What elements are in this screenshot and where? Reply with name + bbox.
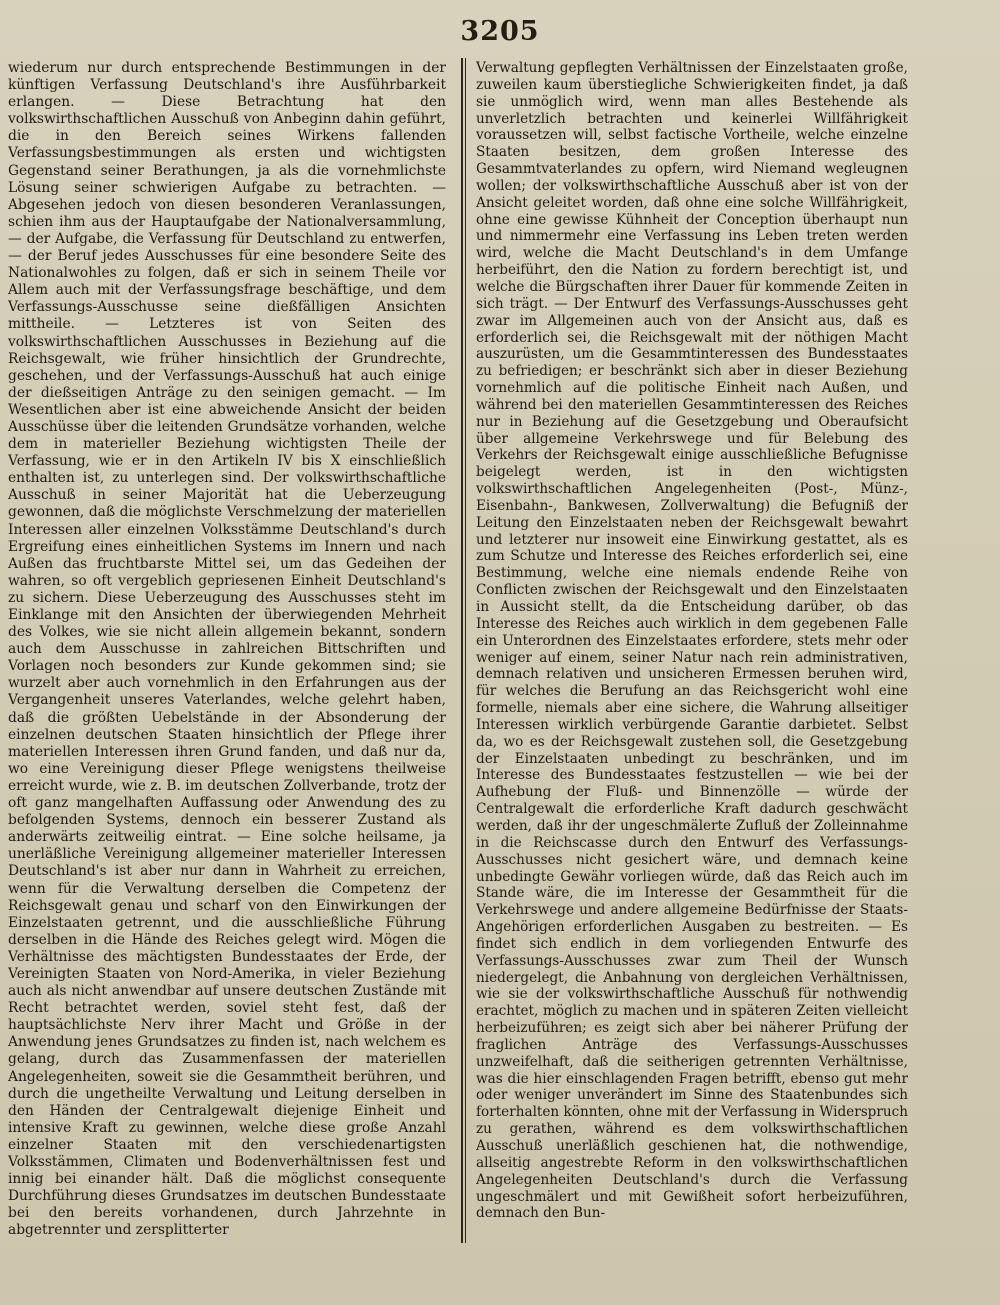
page-number: 3205: [460, 16, 540, 47]
column-divider: [461, 58, 463, 1243]
column-divider-secondary: [465, 58, 466, 1243]
text-column-left: [8, 60, 446, 1250]
column-left-text: wiederum nur durch entsprechende Bestimmungen in der künftigen Verfassung Deutschland's ihre Ausführbarkeit erlangen. — Diese Betrachtung hat den volkswirthschaftlichen Ausschuß von Anbeginn dahin geführt, die in den Bereich seines Wirkens fallenden Verfassungsbestimmungen als ersten und wichtigsten Gegenstand seiner Berathungen, ja als die vornehmlichste Lösung seiner schwierigen Aufgabe zu betrachten. — Abgesehen jedoch von diesen besonderen Veranlassungen, schien ihm aus der Hauptaufgabe der Nationalversammlung, — der Aufgabe, die Verfassung für Deutschland zu entwerfen, — der Beruf jedes Ausschusses für eine besondere Seite des Nationalwohles zu folgen, daß er sich in seinem Theile vor Allem auch mit der Verfassungsfrage beschäftige, und dem Verfassungs-Ausschusse seine dießfälligen Ansichten mittheile. — Letzteres ist von Seiten des volkswirthschaftlichen Ausschusses in Beziehung auf die Reichsgewalt, wie früher hinsichtlich der Grundrechte, geschehen, und der Verfassungs-Ausschuß hat auch einige der dießseitigen Anträge zu den seinigen gemacht. — Im Wesentlichen aber ist eine abweichende Ansicht der beiden Ausschüsse über die leitenden Grundsätze vorhanden, welche dem in materieller Beziehung wichtigsten Theile der Verfassung, wie er in den Artikeln IV bis X einschließlich enthalten ist, zu unterlegen sind. Der volkswirthschaftliche Ausschuß in seiner Majorität hat die Ueberzeugung gewonnen, daß die möglichste Verschmelzung der materiellen Interessen aller einzelnen Volksstämme Deutschland's durch Ergreifung eines einheitlichen Systems im Innern und nach Außen das fruchtbarste Mittel sei, um das Gedeihen der wahren, so oft vergeblich gepriesenen Einheit Deutschland's zu sichern. Diese Ueberzeugung des Ausschusses steht im Einklange mit den Ansichten der überwiegenden Mehrheit des Volkes, wie sie nicht allein allgemein bekannt, sondern auch dem Ausschusse in zahlreichen Bittschriften und Vorlagen noch besonders zur Kunde gekommen sind; sie wurzelt aber auch vornehmlich in den Erfahrungen aus der Vergangenheit unseres Vaterlandes, welche gelehrt haben, daß die größten Uebelstände in der Absonderung der einzelnen deutschen Staaten hinsichtlich der Pflege ihrer materiellen Interessen ihren Grund fanden, und daß nur da, wo eine Vereinigung dieser Pflege wenigstens theilweise erreicht wurde, wie z. B. im deutschen Zollverbande, trotz der oft ganz mangelhaften Auffassung oder Anwendung des zu befolgenden Systems, dennoch ein besserer Zustand als anderwärts zeitweilig eintrat. — Eine solche heilsame, ja unerläßliche Vereinigung allgemeiner materieller Interessen Deutschland's ist aber nur dann in Wahrheit zu erreichen, wenn für die Verwaltung derselben die Competenz der Reichsgewalt genau und scharf von den Einwirkungen der Einzelstaaten getrennt, und die ausschließliche Führung derselben in die Hände des Reiches gelegt wird. Mögen die Verhältnisse des mächtigsten Bundesstaates der Erde, der Vereinigten Staaten von Nord-Amerika, in vieler Beziehung auch als nicht anwendbar auf unsere deutschen Zustände mit Recht betrachtet werden, soviel steht fest, daß der hauptsächlichste Nerv ihrer Macht und Größe in der Anwendung jenes Grundsatzes zu finden ist, nach welchem es gelang, durch das Zusammenfassen der materiellen Angelegenheiten, soweit sie die Gesammtheit berühren, und durch die ungetheilte Verwaltung und Leitung derselben in den Händen der Centralgewalt diejenige Einheit und intensive Kraft zu gewinnen, welche diese große Anzahl einzelner Staaten mit den verschiedenartigsten Volksstämmen, Climaten und Bodenverhältnissen fest und innig bei einander hält. Daß die möglichst consequente Durchführung dieses Grundsatzes im deutschen Bundesstaate bei den bereits vorhandenen, durch Jahrzehnte in abgetrennter und zersplitterter: [8, 60, 446, 1239]
column-right-text: Verwaltung gepflegten Verhältnissen der Einzelstaaten große, zuweilen kaum überstiegliche Schwierigkeiten findet, ja daß sie unmöglich wird, wenn man alles Bestehende als unverletzlich betrachten und keinerlei Willfährigkeit voraussetzen will, selbst factische Vortheile, welche einzelne Staaten besitzen, dem großen Interesse des Gesammtvaterlandes zu opfern, wird Niemand wegleugnen wollen; der volkswirthschaftliche Ausschuß aber ist von der Ansicht geleitet worden, daß ohne eine solche Willfährigkeit, ohne eine gewisse Kühnheit der Conception überhaupt nun und nimmermehr eine Verfassung ins Leben treten werden wird, welche die Macht Deutschland's in dem Umfange herbeiführt, den die Nation zu fordern berechtigt ist, und welche die Bürgschaften ihrer Dauer für kommende Zeiten in sich trägt. — Der Entwurf des Verfassungs-Ausschusses geht zwar im Allgemeinen auch von der Ansicht aus, daß es erforderlich sei, die Reichsgewalt mit der nöthigen Macht auszurüsten, um die Gesammtinteressen des Bundesstaates zu befriedigen; er beschränkt sich aber in dieser Beziehung vornehmlich auf die politische Einheit nach Außen, und während bei den materiellen Gesammtinteressen des Reiches nur in Beziehung auf die Gesetzgebung und Oberaufsicht über allgemeine Verkehrswege und für Belebung des Verkehrs der Reichsgewalt einige ausschließliche Befugnisse beigelegt werden, ist in den wichtigsten volkswirthschaftlichen Angelegenheiten (Post-, Münz-, Eisenbahn-, Bankwesen, Zollverwaltung) die Befugniß der Leitung den Einzelstaaten neben der Reichsgewalt bewahrt und letzterer nur insoweit eine Einwirkung gestattet, als es zum Schutze und Interesse des Reiches erforderlich sei, eine Bestimmung, welche eine niemals endende Reihe von Conflicten zwischen der Reichsgewalt und den Einzelstaaten in Aussicht stellt, da die Entscheidung darüber, ob das Interesse des Reiches auch wirklich in dem gegebenen Falle ein Unterordnen des Einzelstaates erfordere, stets mehr oder weniger auf einem, seiner Natur nach rein administrativen, demnach relativen und unsicheren Ermessen beruhen wird, für welches die Berufung an das Reichsgericht wohl eine formelle, niemals aber eine sichere, die Wahrung allseitiger Interessen wirklich verbürgende Garantie darbietet. Selbst da, wo es der Reichsgewalt zustehen soll, die Gesetzgebung der Einzelstaaten unbedingt zu beschränken, und im Interesse des Bundesstaates festzustellen — wie bei der Aufhebung der Fluß- und Binnenzölle — würde der Centralgewalt die erforderliche Kraft dadurch geschwächt werden, daß ihr der ungeschmälerte Zufluß der Zolleinnahme in die Reichscasse durch den Entwurf des Verfassungs-Ausschusses nicht gesichert wäre, und demnach keine unbedingte Gewähr vorliegen würde, daß das Reich auch im Stande wäre, die im Interesse der Gesammtheit für die Verkehrswege und andere allgemeine Bedürfnisse der Staats-Angehörigen erforderlichen Ausgaben zu bestreiten. — Es findet sich endlich in dem vorliegenden Entwurfe des Verfassungs-Ausschusses zwar zum Theil der Wunsch niedergelegt, die Anbahnung von dergleichen Verhältnissen, wie sie der volkswirthschaftliche Ausschuß für nothwendig erachtet, möglich zu machen und in späteren Zeiten vielleicht herbeizuführen; es zeigt sich aber bei näherer Prüfung der fraglichen Anträge des Verfassungs-Ausschusses unzweifelhaft, daß die seitherigen getrennten Verhältnisse, was die hier einschlagenden Fragen betrifft, ebenso gut mehr oder weniger unverändert im Sinne des Staatenbundes sich forterhalten könnten, ohne mit der Verfassung in Widerspruch zu gerathen, während es dem volkswirthschaftlichen Ausschuß unerläßlich geschienen hat, die nothwendige, allseitig angestrebte Reform in den volkswirthschaftlichen Angelegenheiten Deutschland's durch die Verfassung ungeschmälert und mit Gewißheit sofort herbeizuführen, demnach den Bun-: [476, 60, 908, 1222]
text-column-right: [476, 60, 908, 1250]
